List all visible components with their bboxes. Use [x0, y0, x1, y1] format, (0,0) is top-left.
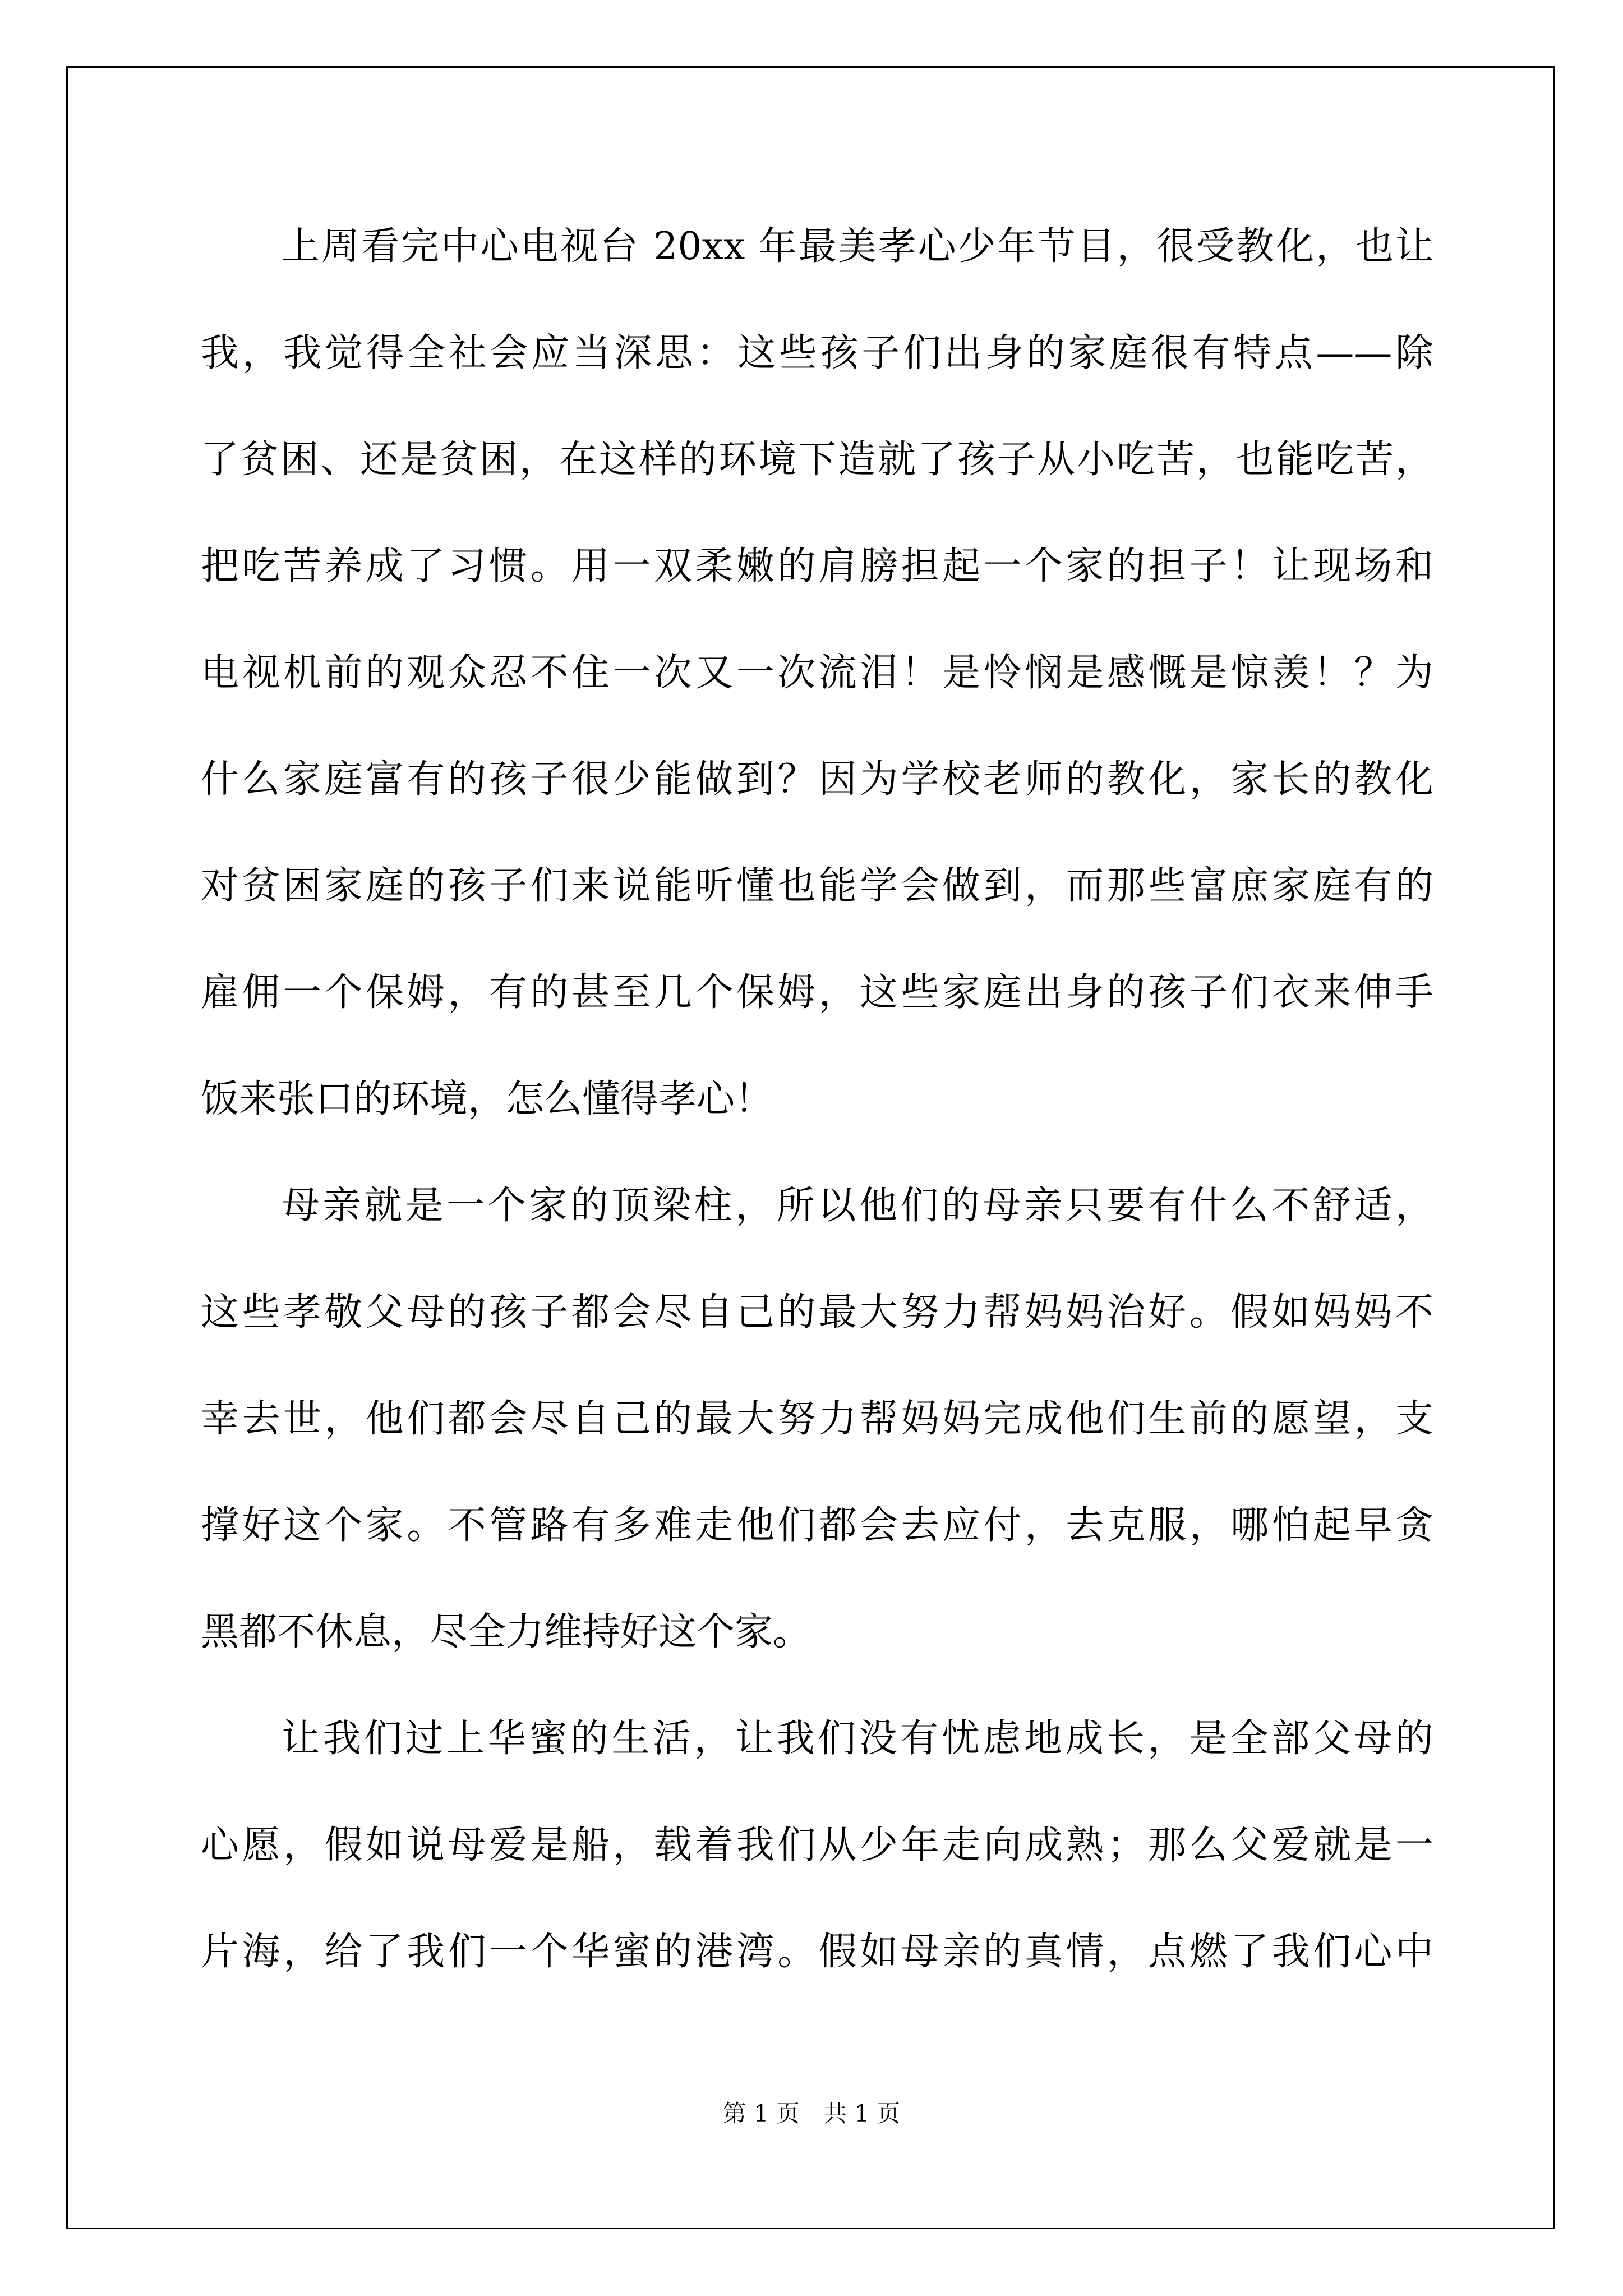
- text-line: 母亲就是一个家的顶梁柱，所以他们的母亲只要有什么不舒适，: [282, 1184, 1433, 1228]
- text-line: 让我们过上华蜜的生活，让我们没有忧虑地成长，是全部父母的: [282, 1717, 1433, 1761]
- text-line: 片海，给了我们一个华蜜的港湾。假如母亲的真情，点燃了我们心中: [201, 1930, 1433, 1974]
- paragraph-3: [201, 1714, 1433, 2033]
- text-line: 雇佣一个保姆，有的甚至几个保姆，这些家庭出身的孩子们衣来伸手: [201, 970, 1433, 1015]
- text-line: 黑都不休息，尽全力维持好这个家。: [201, 1610, 811, 1654]
- text-line: 对贫困家庭的孩子们来说能听懂也能学会做到，而那些富庶家庭有的: [201, 864, 1433, 908]
- text-line: 电视机前的观众忍不住一次又一次流泪！是怜悯是感慨是惊羡！？为: [201, 651, 1433, 695]
- text-line: 饭来张口的环境，怎么懂得孝心！: [201, 1077, 773, 1121]
- page-number-indicator: 第 1 页 共 1 页: [722, 2100, 901, 2127]
- paragraph-1: [201, 222, 1433, 1181]
- document-body: [201, 222, 1433, 2033]
- text-line: 我，我觉得全社会应当深思：这些孩子们出身的家庭很有特点——除: [201, 331, 1433, 375]
- text-line: 上周看完中心电视台 20xx 年最美孝心少年节目，很受教化，也让: [282, 224, 1433, 269]
- text-line: 这些孝敬父母的孩子都会尽自己的最大努力帮妈妈治好。假如妈妈不: [201, 1290, 1433, 1335]
- text-line: 幸去世，他们都会尽自己的最大努力帮妈妈完成他们生前的愿望，支: [201, 1397, 1433, 1441]
- text-line: 撑好这个家。不管路有多难走他们都会去应付，去克服，哪怕起早贪: [201, 1503, 1433, 1548]
- text-line: 把吃苦养成了习惯。用一双柔嫩的肩膀担起一个家的担子！让现场和: [201, 544, 1433, 588]
- text-line: 了贫困、还是贫困，在这样的环境下造就了孩子从小吃苦，也能吃苦，: [201, 438, 1433, 482]
- page-footer: [0, 2095, 1623, 2129]
- text-line: 什么家庭富有的孩子很少能做到？因为学校老师的教化，家长的教化: [201, 757, 1433, 802]
- text-line: 心愿，假如说母爱是船，载着我们从少年走向成熟；那么父爱就是一: [201, 1823, 1433, 1867]
- paragraph-2: [201, 1181, 1433, 1714]
